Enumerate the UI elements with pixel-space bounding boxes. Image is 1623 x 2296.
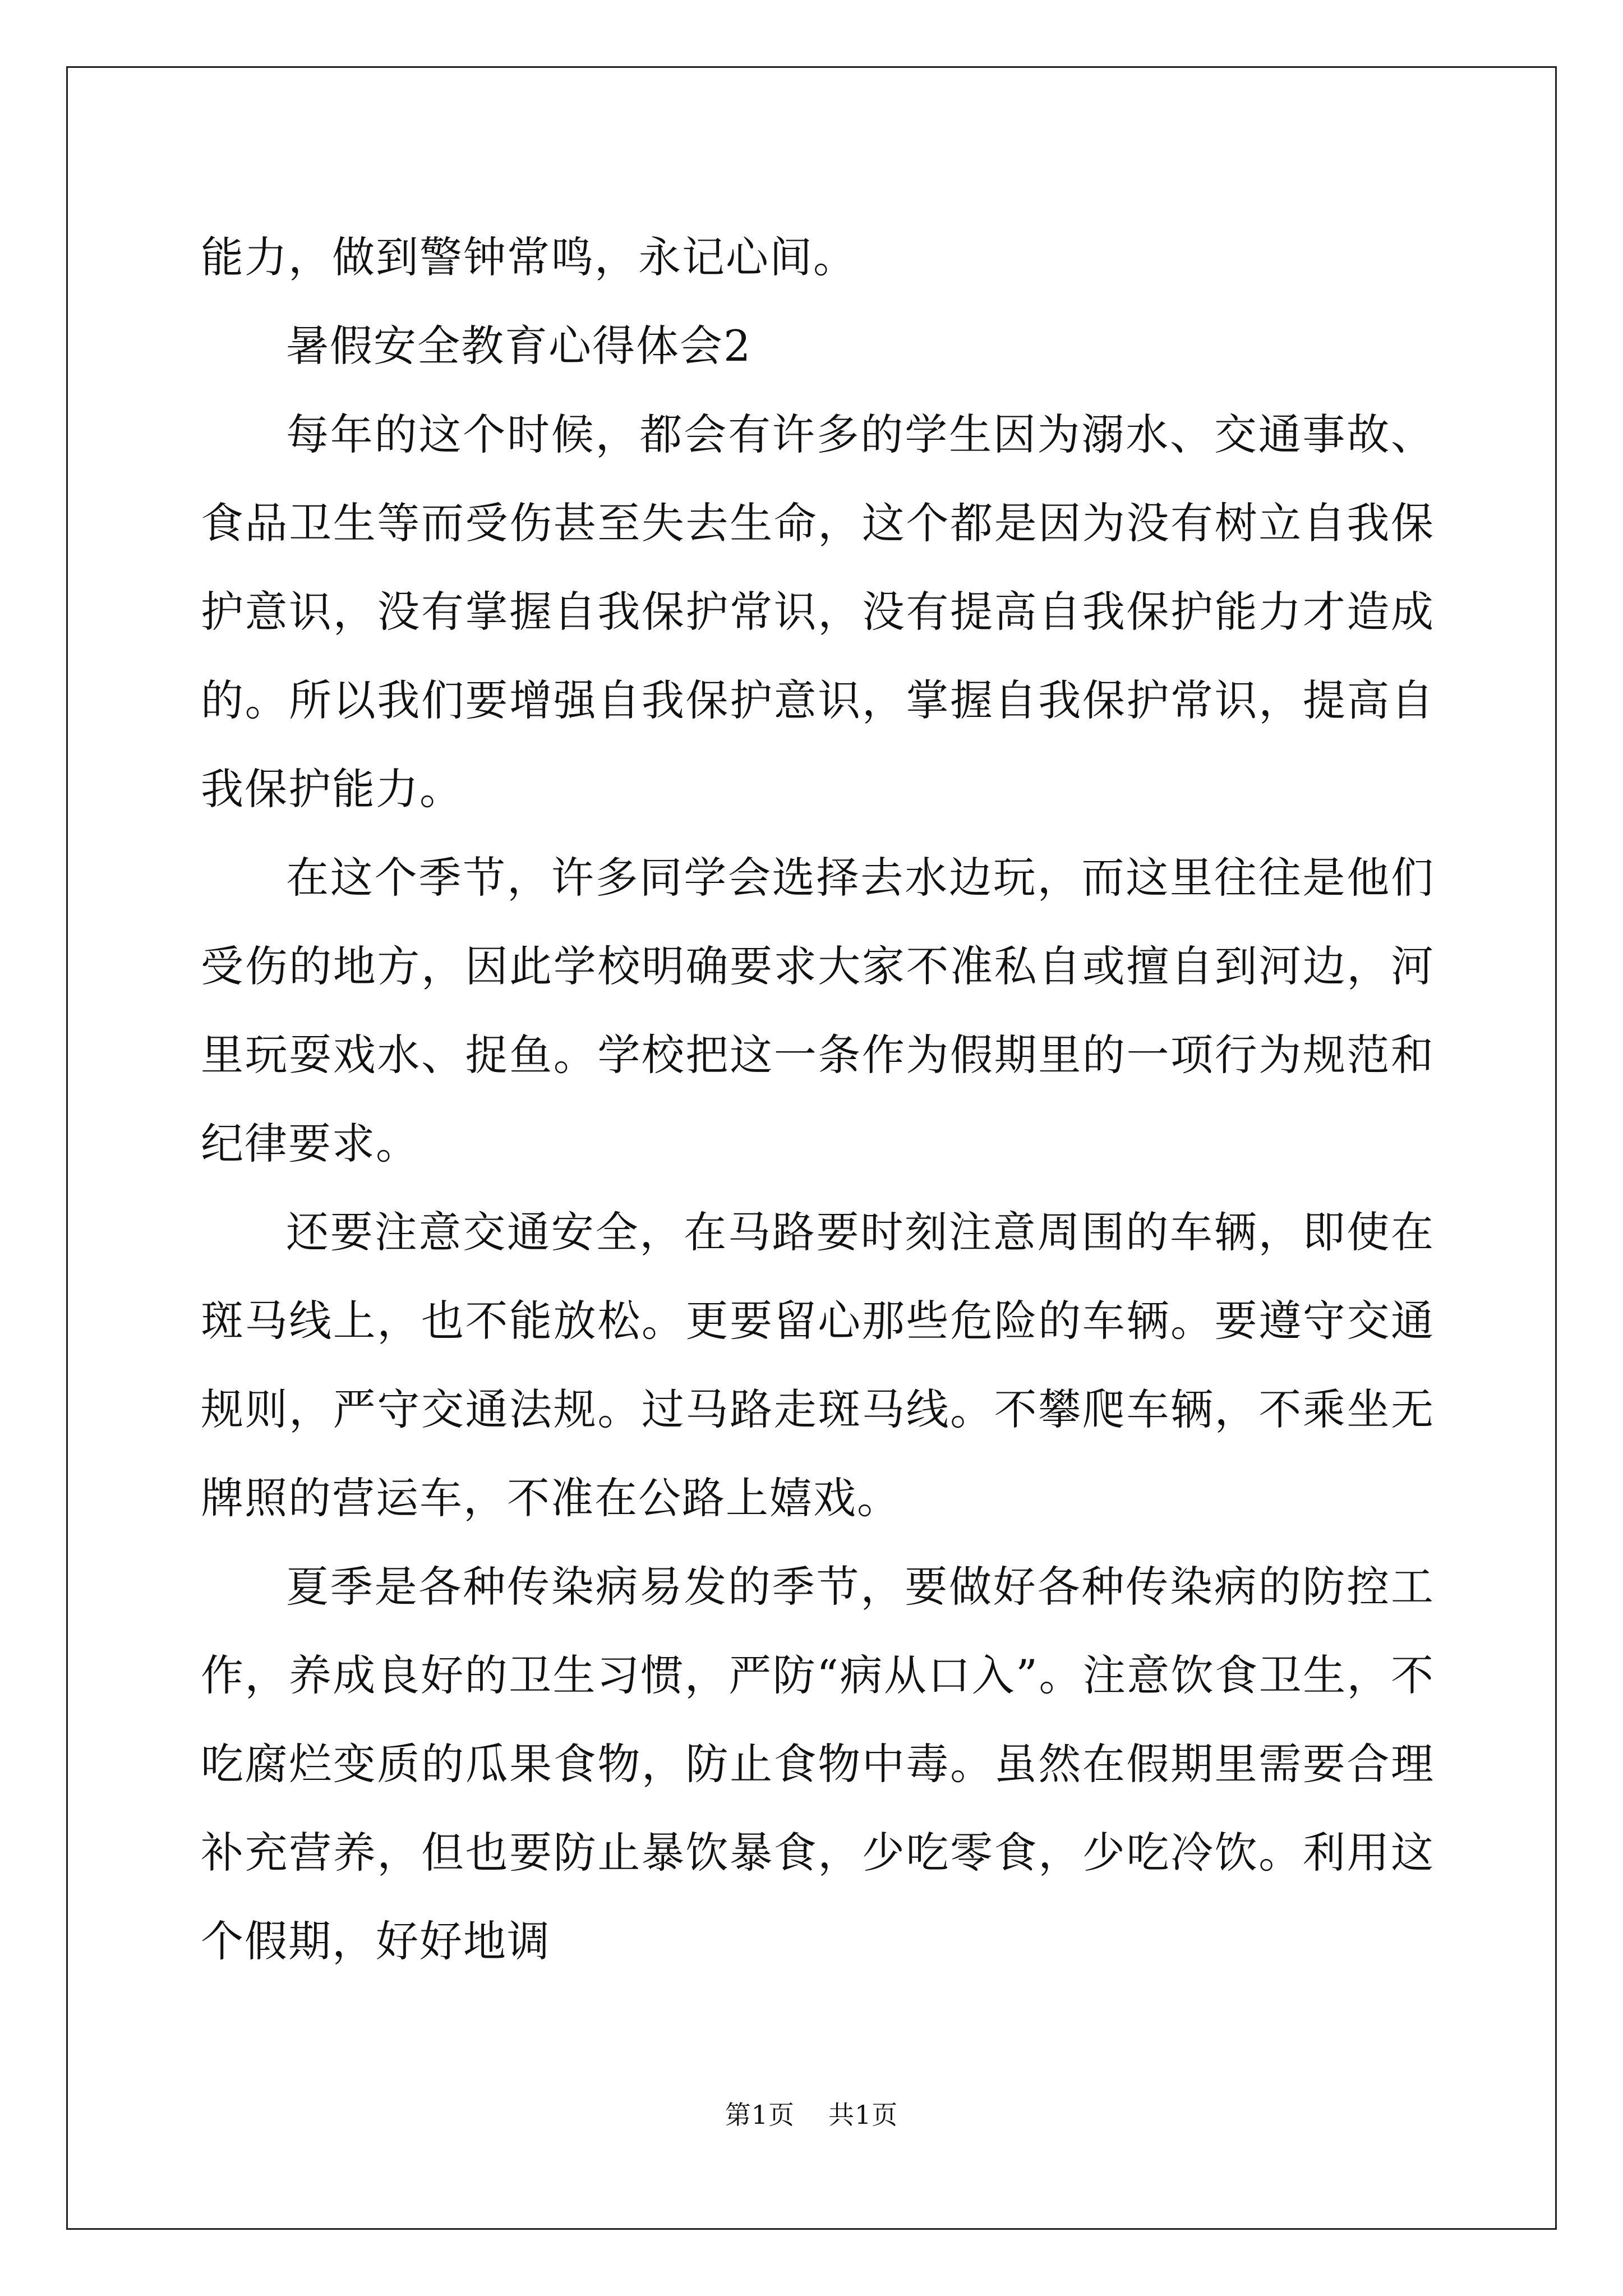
paragraph-5: 夏季是各种传染病易发的季节，要做好各种传染病的防控工作，养成良好的卫生习惯，严防“病从口入”。注意饮食卫生，不吃腐烂变质的瓜果食物，防止食物中毒。虽然在假期里需要合理补充营养，但也要防止暴饮暴食，少吃零食，少吃冷饮。利用这个假期，好好地调 xyxy=(201,1562,1435,1966)
paragraph-2: 每年的这个时候，都会有许多的学生因为溺水、交通事故、食品卫生等而受伤甚至失去生命，这个都是因为没有树立自我保护意识，没有掌握自我保护常识，没有提高自我保护能力才造成的。所以我们要增强自我保护意识，掌握自我保护常识，提高自我保护能力。 xyxy=(201,409,1435,814)
page-number: 第1页 xyxy=(725,2100,795,2130)
page-footer xyxy=(0,2098,1623,2132)
document-body xyxy=(201,213,1435,1986)
paragraph-3: 在这个季节，许多同学会选择去水边玩，而这里往往是他们受伤的地方，因此学校明确要求大家不准私自或擅自到河边，河里玩耍戏水、捉鱼。学校把这一条作为假期里的一项行为规范和纪律要求。 xyxy=(201,853,1435,1168)
paragraph-1: 能力，做到警钟常鸣，永记心间。 xyxy=(201,232,857,282)
section-heading: 暑假安全教育心得体会2 xyxy=(286,321,752,371)
paragraph-4: 还要注意交通安全，在马路要时刻注意周围的车辆，即使在斑马线上，也不能放松。更要留心那些危险的车辆。要遵守交通规则，严守交通法规。过马路走斑马线。不攀爬车辆，不乘坐无牌照的营运车，不准在公路上嬉戏。 xyxy=(201,1207,1435,1523)
page-total: 共1页 xyxy=(828,2100,898,2130)
